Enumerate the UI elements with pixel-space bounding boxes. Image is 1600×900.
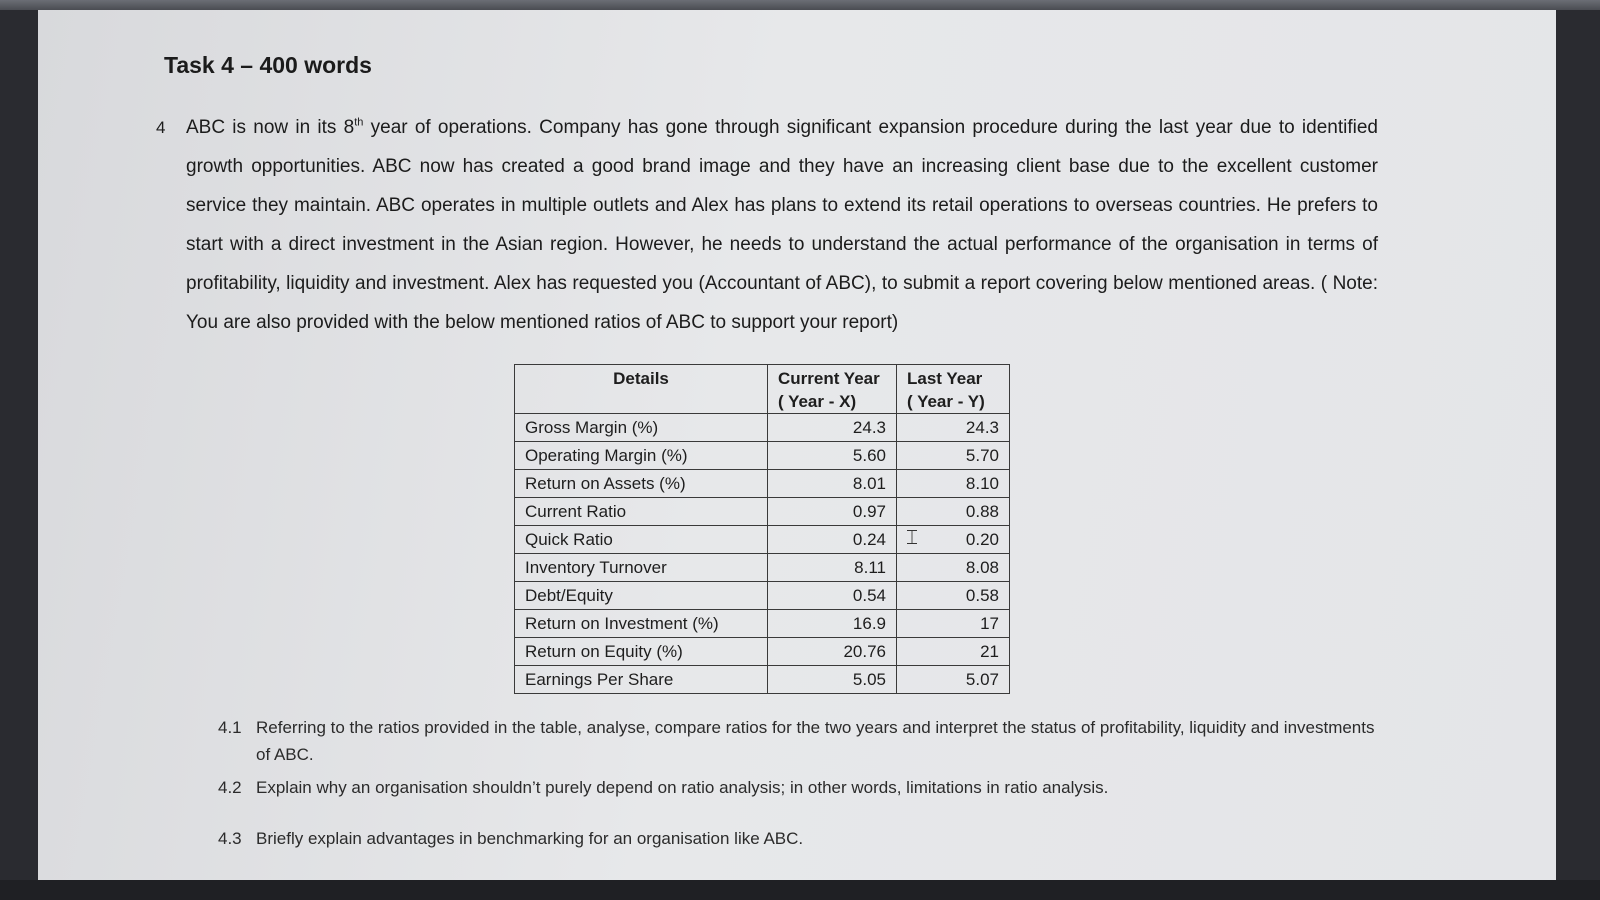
- row-current-value: 8.01: [768, 470, 897, 498]
- row-current-value: 0.24: [768, 526, 897, 554]
- ratios-table: [514, 364, 1010, 694]
- table-header-row: [515, 365, 1010, 414]
- text-cursor-icon: ⌶: [906, 525, 918, 549]
- row-current-value: 8.11: [768, 554, 897, 582]
- row-label: Gross Margin (%): [515, 414, 768, 442]
- row-last-value: 0.58: [897, 582, 1010, 610]
- question-text: ABC is now in its 8th year of operations. Company has gone through significant expansion procedure during the last year due to identified growth opportunities. ABC now has created a good brand image and they have an increasing client base due to the excellent customer service they maintain. ABC operates in multiple outlets and Alex has plans to extend its retail operations to overseas countries. He prefers to start with a direct investment in the Asian region. However, he needs to understand the actual performance of the organisation in terms of profitability, liquidity and investment. Alex has requested you (Accountant of ABC), to submit a report covering below mentioned areas. ( Note: You are also provided with the below mentioned ratios of ABC to support your report): [186, 116, 1378, 333]
- row-last-value: 17: [897, 610, 1010, 638]
- task-title: Task 4 – 400 words: [164, 52, 372, 78]
- row-last-value: 0.20: [897, 526, 1010, 554]
- table-row: [515, 442, 1010, 470]
- row-last-value: 0.88: [897, 498, 1010, 526]
- row-label: Inventory Turnover: [515, 554, 768, 582]
- header-details: Details: [515, 365, 768, 414]
- header-last-year: Last Year ( Year - Y): [897, 365, 1010, 414]
- row-label: Return on Investment (%): [515, 610, 768, 638]
- row-last-value: 5.70: [897, 442, 1010, 470]
- table-row: [515, 582, 1010, 610]
- row-current-value: 0.54: [768, 582, 897, 610]
- table-row: [515, 498, 1010, 526]
- row-label: Operating Margin (%): [515, 442, 768, 470]
- row-label: Return on Equity (%): [515, 638, 768, 666]
- row-current-value: 5.60: [768, 442, 897, 470]
- table-row: [515, 638, 1010, 666]
- monitor-top-bar: [0, 0, 1600, 10]
- document-page: [38, 10, 1556, 880]
- question-number: 4: [156, 118, 166, 137]
- sub-question-4-2: 4.2 Explain why an organisation shouldn’t purely depend on ratio analysis; in other words, limitations in ratio analysis.: [218, 778, 1109, 797]
- table-row: [515, 526, 1010, 554]
- row-current-value: 24.3: [768, 414, 897, 442]
- row-current-value: 16.9: [768, 610, 897, 638]
- table-row: [515, 470, 1010, 498]
- table-row: [515, 610, 1010, 638]
- row-last-value: 24.3: [897, 414, 1010, 442]
- table-row: [515, 554, 1010, 582]
- row-label: Current Ratio: [515, 498, 768, 526]
- header-current-year: Current Year ( Year - X): [768, 365, 897, 414]
- monitor-bottom-bezel: [0, 880, 1600, 900]
- sub-question-4-1: 4.1 Referring to the ratios provided in the table, analyse, compare ratios for the two years and interpret the status of profitability, liquidity and investments of ABC.: [218, 718, 1375, 764]
- row-label: Return on Assets (%): [515, 470, 768, 498]
- row-label: Debt/Equity: [515, 582, 768, 610]
- row-label: Quick Ratio: [515, 526, 768, 554]
- sub-question-4-3: 4.3 Briefly explain advantages in benchmarking for an organisation like ABC.: [218, 829, 804, 848]
- row-current-value: 5.05: [768, 666, 897, 694]
- row-current-value: 0.97: [768, 498, 897, 526]
- row-current-value: 20.76: [768, 638, 897, 666]
- row-last-value: 21: [897, 638, 1010, 666]
- row-label: Earnings Per Share: [515, 666, 768, 694]
- superscript: th: [354, 116, 364, 129]
- row-last-value: 5.07: [897, 666, 1010, 694]
- table-row: [515, 414, 1010, 442]
- row-last-value: 8.08: [897, 554, 1010, 582]
- row-last-value: 8.10: [897, 470, 1010, 498]
- table-row: [515, 666, 1010, 694]
